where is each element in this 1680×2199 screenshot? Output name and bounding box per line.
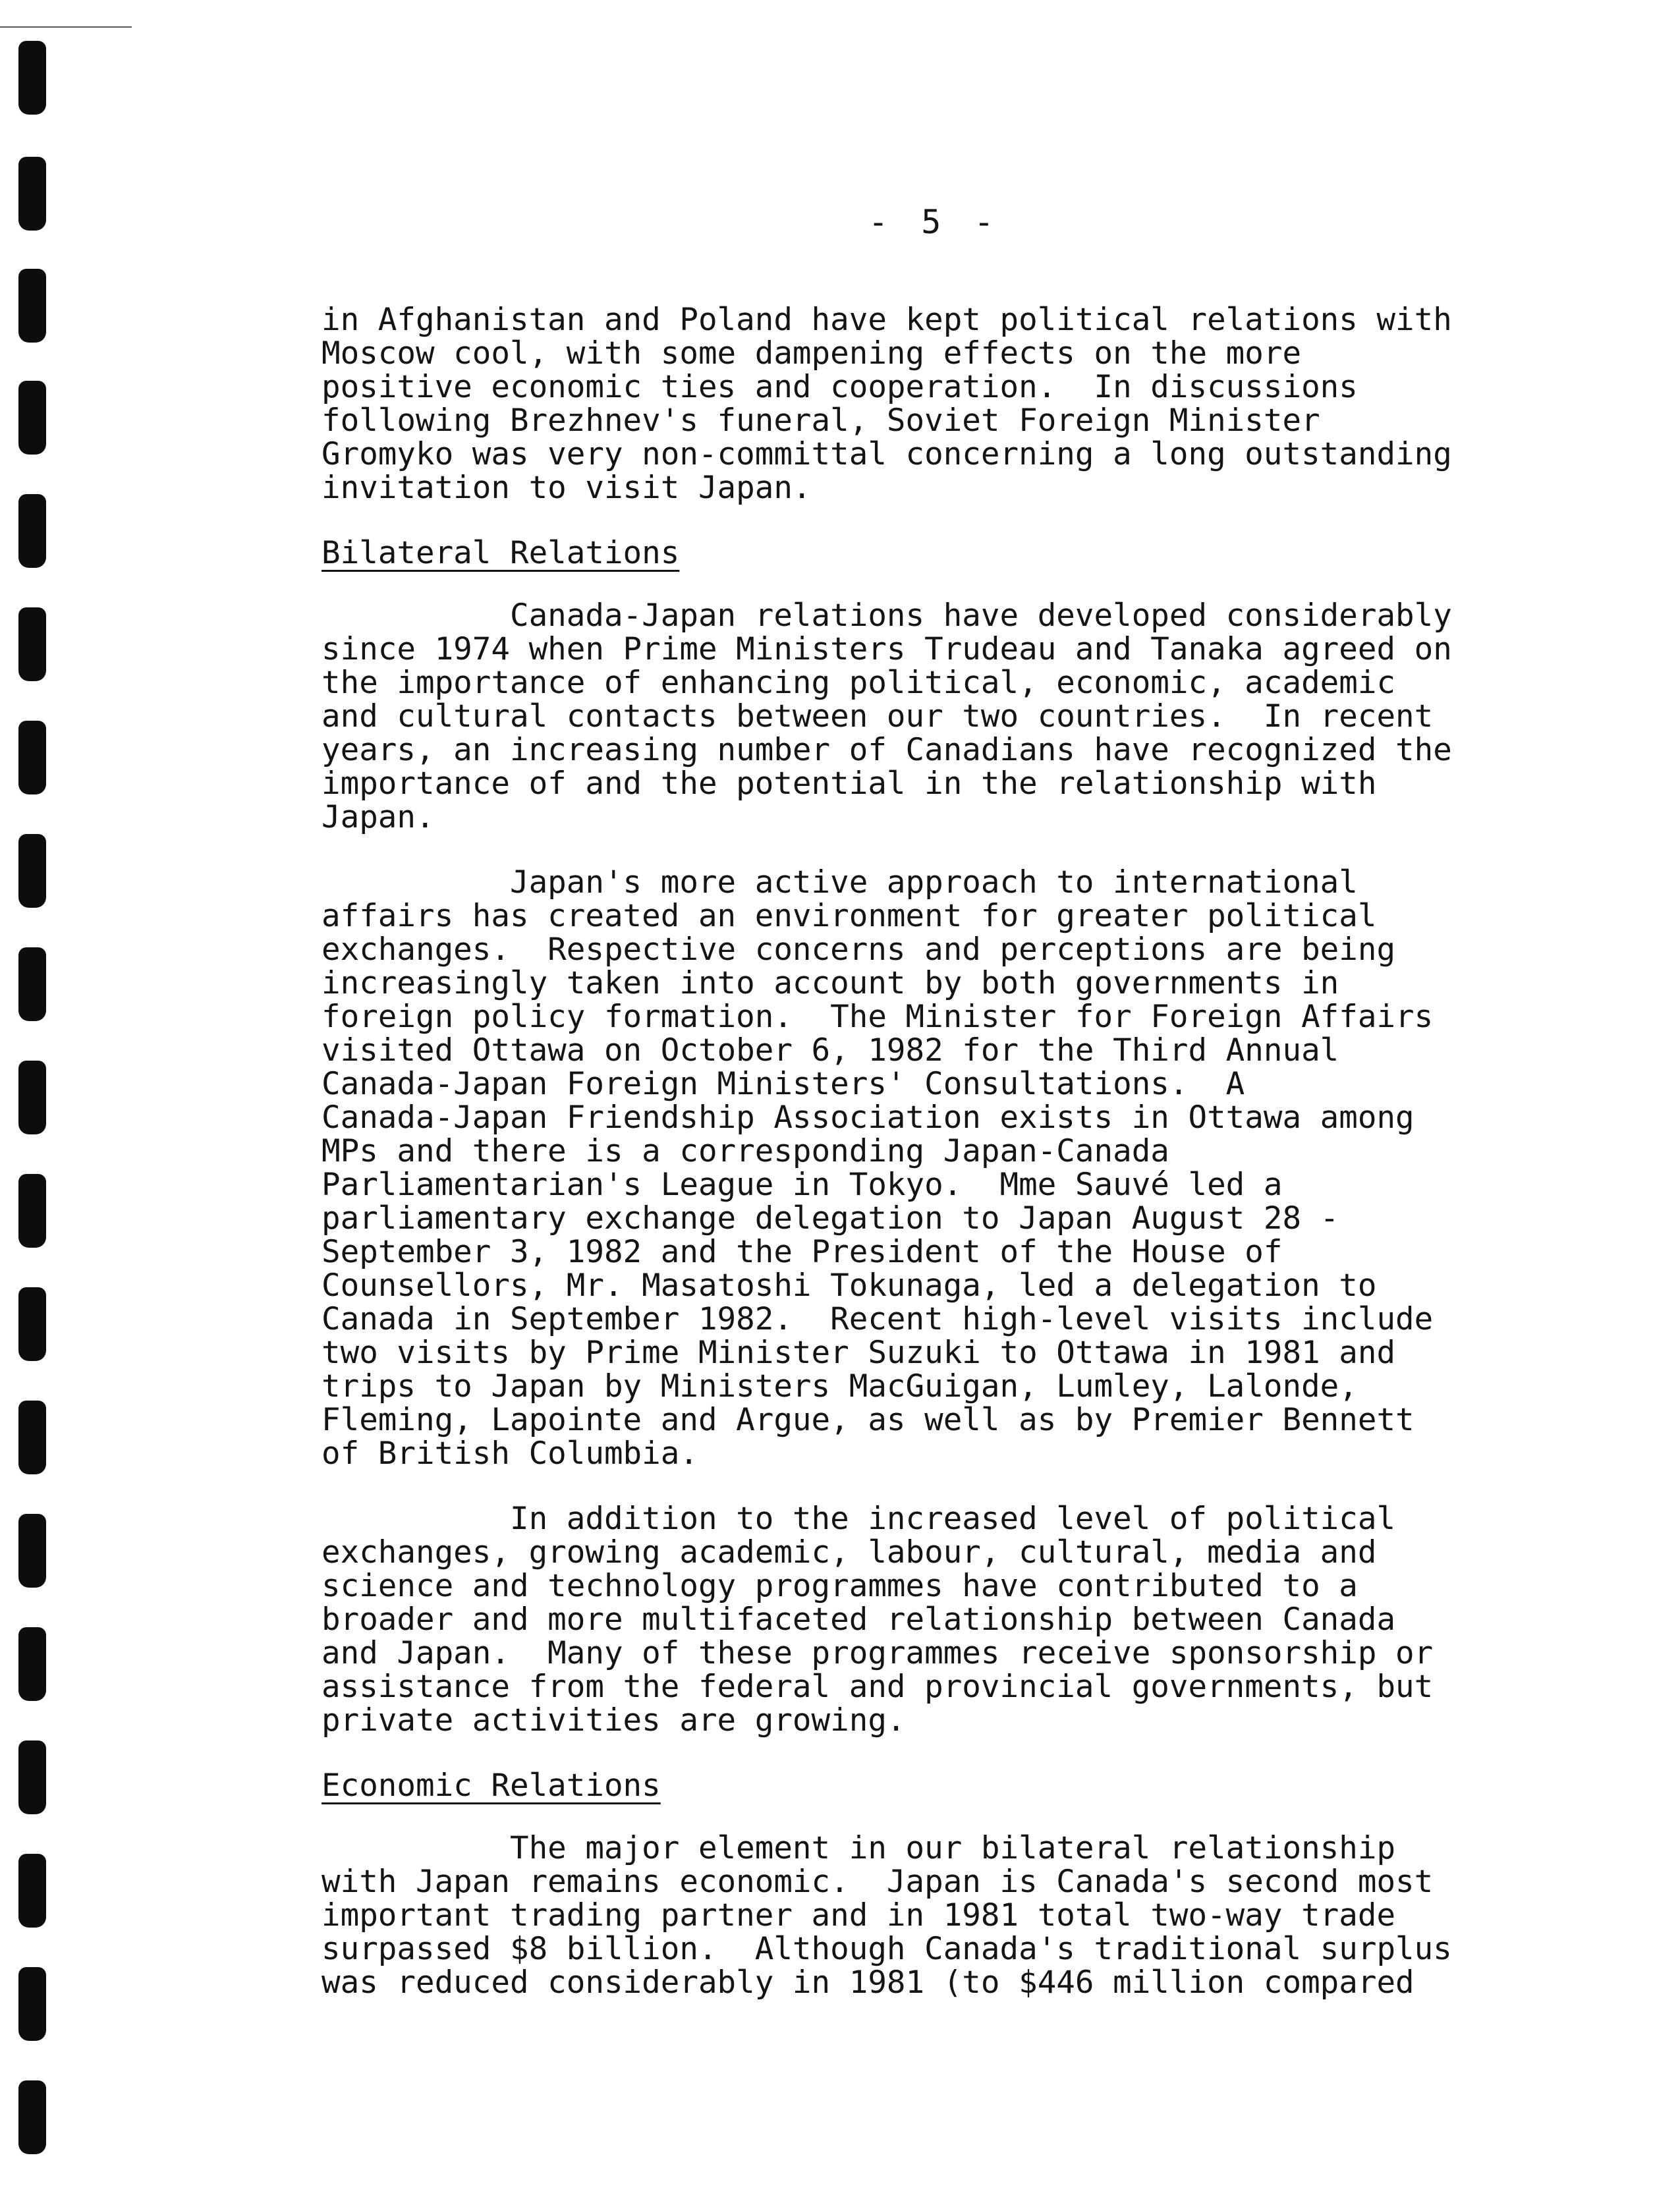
binder-punch-holes bbox=[18, 0, 51, 2199]
punch-hole bbox=[18, 1854, 46, 1928]
punch-hole bbox=[18, 834, 46, 908]
punch-hole bbox=[18, 1401, 46, 1474]
punch-hole bbox=[18, 494, 46, 568]
punch-hole bbox=[18, 947, 46, 1021]
punch-hole bbox=[18, 2080, 46, 2154]
document-body bbox=[322, 303, 1514, 1999]
punch-hole bbox=[18, 1174, 46, 1248]
punch-hole bbox=[18, 1627, 46, 1701]
section-heading-bilateral-relations: Bilateral Relations bbox=[322, 535, 680, 571]
punch-hole bbox=[18, 381, 46, 455]
punch-hole bbox=[18, 269, 46, 343]
punch-hole bbox=[18, 721, 46, 794]
paragraph: The major element in our bilateral relationship with Japan remains economic. Japan is Canada's second most important trading partner and in 1981 total two-way trade surpassed $8 billion. Although Canada's traditional surplus was reduced considerably in 1981 (to $446 million compared bbox=[322, 1830, 1452, 2001]
paragraph: In addition to the increased level of political exchanges, growing academic, labour, cultural, media and science and technology programmes have contributed to a broader and more multifaceted relationship between Canada and Japan. Many of these programmes receive sponsorship or assistance from the federal and provincial governments, but private activities are growing. bbox=[322, 1501, 1434, 1739]
intro-paragraph: in Afghanistan and Poland have kept political relations with Moscow cool, with some dampening effects on the more positive economic ties and cooperation. In discussions following Brezhnev's funeral, Soviet Foreign Minister Gromyko was very non-committal concerning a long outstanding invitation to visit Japan. bbox=[322, 302, 1452, 506]
punch-hole bbox=[18, 1740, 46, 1814]
section-heading-economic-relations: Economic Relations bbox=[322, 1768, 661, 1804]
punch-hole bbox=[18, 1061, 46, 1134]
paragraph: Canada-Japan relations have developed considerably since 1974 when Prime Ministers Trudeau and Tanaka agreed on the importance of enhancing political, economic, academic and cultural contacts between our two countries. In recent years, an increasing number of Canadians have recognized the importance of and the potential in the relationship with Japan. bbox=[322, 598, 1452, 835]
punch-hole bbox=[18, 1514, 46, 1588]
punch-hole bbox=[18, 41, 46, 115]
punch-hole bbox=[18, 1967, 46, 2041]
punch-hole bbox=[18, 607, 46, 681]
punch-hole bbox=[18, 1287, 46, 1361]
paragraph: Japan's more active approach to international affairs has created an environment for greater political exchanges. Respective concerns and perceptions are being increasingly taken into account by both governments in foreign policy formation. The Minister for Foreign Affairs visited Ottawa on October 6, 1982 for the Third Annual Canada-Japan Foreign Ministers' Consultations. A Canada-Japan Friendship Association exists in Ottawa among MPs and there is a corresponding Japan-Canada Parliamentarian's League in Tokyo. Mme Sauvé led a parliamentary exchange delegation to Japan August 28 - September 3, 1982 and the President of the House of Counsellors, Mr. Masatoshi Tokunaga, led a delegation to Canada in September 1982. Recent high-level visits include two visits by Prime Minister Suzuki to Ottawa in 1981 and trips to Japan by Ministers MacGuigan, Lumley, Lalonde, Fleming, Lapointe and Argue, as well as by Premier Bennett of British Columbia. bbox=[322, 864, 1434, 1472]
page-number: - 5 - bbox=[868, 203, 1001, 241]
top-edge-rule bbox=[0, 26, 132, 28]
punch-hole bbox=[18, 157, 46, 231]
